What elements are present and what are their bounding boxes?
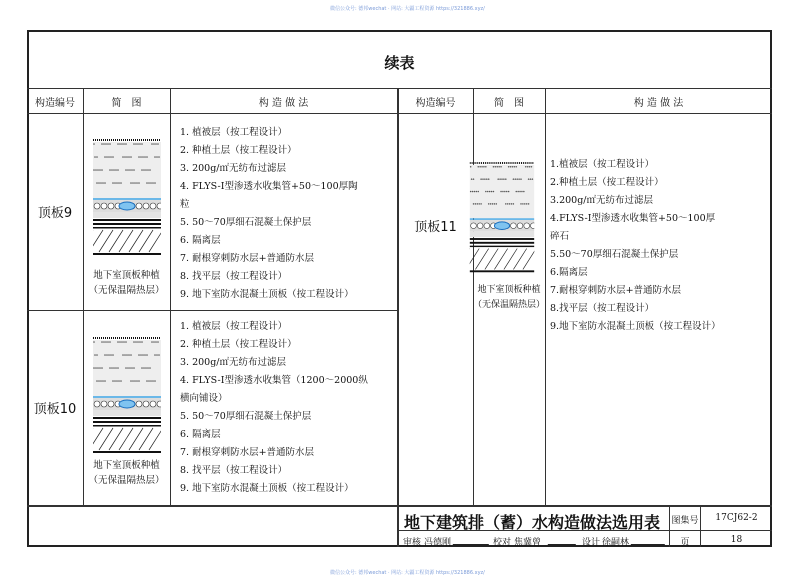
- designer-signature: [631, 532, 670, 545]
- header-figure: 简 图: [111, 98, 142, 109]
- header-method: 构 造 做 法: [258, 98, 309, 109]
- design-label: 设计: [582, 538, 601, 548]
- layer-diagram: [93, 138, 161, 262]
- construction-item: 6. 隔离层: [180, 429, 221, 440]
- construction-list: [180, 124, 358, 304]
- row-code: 顶板9: [37, 206, 73, 221]
- header-code: 构造编号: [35, 98, 75, 109]
- diagram-caption: 地下室顶板种植 （无保温隔热层）: [88, 270, 165, 296]
- construction-item: 1. 植被层（按工程设计）: [180, 321, 288, 332]
- construction-list: [180, 318, 368, 498]
- checker-signature: [548, 532, 581, 545]
- page-number: 18: [730, 535, 743, 545]
- review-label: 审核: [403, 538, 422, 548]
- construction-item: 横向铺设）: [180, 393, 228, 404]
- construction-item: 8. 找平层（按工程设计）: [180, 271, 288, 282]
- reviewer-signature: [453, 532, 494, 545]
- atlas-number: 17CJ62-2: [715, 513, 758, 523]
- construction-item: 6.隔离层: [550, 267, 588, 278]
- row-code: 顶板11: [414, 220, 457, 235]
- construction-item: 2. 种植土层（按工程设计）: [180, 145, 297, 156]
- construction-item: 7. 耐根穿刺防水层+普通防水层: [180, 253, 315, 264]
- construction-item: 3.200g/㎡无纺布过滤层: [550, 195, 653, 206]
- page-label: 页: [680, 538, 690, 548]
- row-code: 顶板10: [33, 402, 77, 417]
- checker: 焦冀曾: [514, 538, 542, 548]
- construction-item: 6. 隔离层: [180, 235, 221, 246]
- construction-item: 1. 植被层（按工程设计）: [180, 127, 288, 138]
- diagram-caption: 地下室顶板种植 （无保温隔热层）: [473, 285, 546, 310]
- designer: 徐嗣林: [602, 538, 630, 548]
- construction-item: 5. 50～70厚细石混凝土保护层: [180, 411, 312, 422]
- watermark-top: 微信公众号: 德邦wechat · 网站: 大疆工程资源 https://321886.xyz/: [330, 6, 485, 12]
- construction-item: 2. 种植土层（按工程设计）: [180, 339, 297, 350]
- construction-item: 粒: [180, 199, 190, 210]
- diagram-caption: 地下室顶板种植 （无保温隔热层）: [88, 460, 165, 486]
- construction-item: 1.植被层（按工程设计）: [550, 159, 655, 170]
- construction-list: [550, 156, 721, 336]
- construction-item: 5. 50～70厚细石混凝土保护层: [180, 217, 312, 228]
- construction-item: 碎石: [550, 231, 570, 242]
- construction-item: 7. 耐根穿刺防水层+普通防水层: [180, 447, 315, 458]
- construction-item: 9. 地下室防水混凝土顶板（按工程设计）: [180, 483, 354, 494]
- header-method-right: 构 造 做 法: [633, 98, 684, 109]
- construction-item: 8.找平层（按工程设计）: [550, 303, 655, 314]
- layer-diagram: [470, 161, 535, 279]
- table-title: 续表: [384, 54, 415, 72]
- construction-item: 4. FLYS-I型渗透水收集管（1200～2000纵: [180, 375, 368, 386]
- reviewer: 冯德刚: [424, 538, 452, 548]
- construction-item: 8. 找平层（按工程设计）: [180, 465, 288, 476]
- drawing-title: 地下建筑排（蓄）水构造做法选用表: [404, 513, 661, 532]
- construction-item: 4.FLYS-I型渗透水收集管+50～100厚: [550, 213, 716, 224]
- construction-item: 9.地下室防水混凝土顶板（按工程设计）: [550, 321, 721, 332]
- header-figure-right: 简 图: [494, 98, 524, 109]
- construction-item: 3. 200g/㎡无纺布过滤层: [180, 163, 286, 174]
- header-code-right: 构造编号: [415, 98, 456, 109]
- construction-item: 3. 200g/㎡无纺布过滤层: [180, 357, 286, 368]
- construction-item: 2.种植土层（按工程设计）: [550, 177, 664, 188]
- check-label: 校对: [493, 538, 512, 548]
- construction-item: 5.50～70厚细石混凝土保护层: [550, 249, 679, 260]
- construction-item: 9. 地下室防水混凝土顶板（按工程设计）: [180, 289, 354, 300]
- atlas-label: 图集号: [671, 516, 699, 526]
- layer-diagram: [93, 336, 161, 460]
- construction-item: 7.耐根穿刺防水层+普通防水层: [550, 285, 682, 296]
- construction-item: 4. FLYS-I型渗透水收集管+50～100厚陶: [180, 181, 358, 192]
- watermark-bottom: 微信公众号: 德邦wechat · 网站: 大疆工程资源 https://321886.xyz/: [330, 570, 485, 576]
